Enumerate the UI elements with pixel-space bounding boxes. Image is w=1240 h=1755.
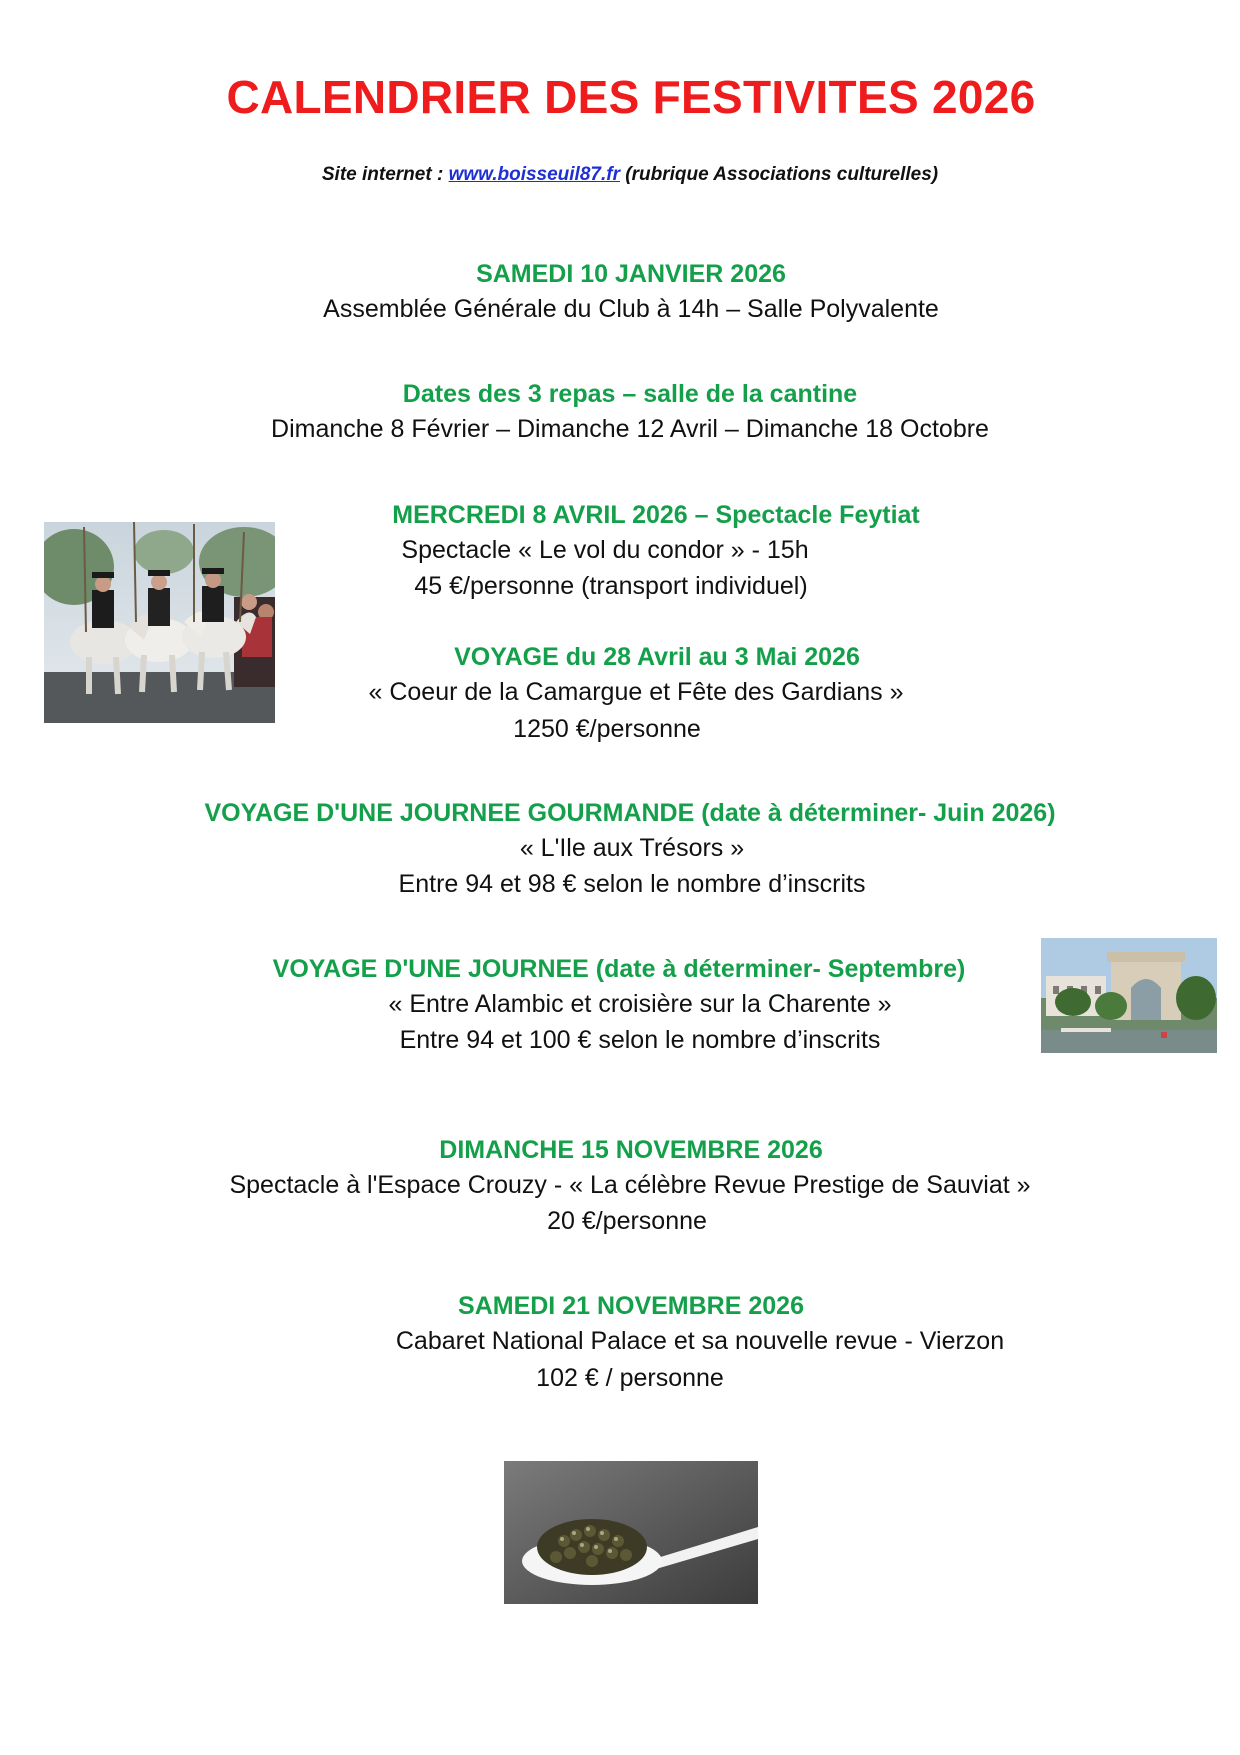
event-line-gourmande-2: Entre 94 et 98 € selon le nombre d’inscrits (398, 870, 866, 898)
event-line-charente-2: Entre 94 et 100 € selon le nombre d’inscrits (399, 1026, 881, 1054)
event-heading-repas: Dates des 3 repas – salle de la cantine (402, 380, 858, 408)
event-heading-assemblee: SAMEDI 10 JANVIER 2026 (476, 260, 786, 288)
event-heading-crouzy: DIMANCHE 15 NOVEMBRE 2026 (439, 1136, 823, 1164)
page-title: CALENDRIER DES FESTIVITES 2026 (226, 71, 1036, 123)
event-heading-gourmande: VOYAGE D'UNE JOURNEE GOURMANDE (date à déterminer- Juin 2026) (204, 799, 1056, 827)
event-line-camargue-1: « Coeur de la Camargue et Fête des Gardians » (368, 678, 904, 706)
event-line-camargue-2: 1250 €/personne (513, 715, 701, 743)
event-heading-vierzon: SAMEDI 21 NOVEMBRE 2026 (458, 1292, 804, 1320)
site-link[interactable]: www.boisseuil87.fr (448, 164, 620, 185)
event-line-vierzon-2: 102 € / personne (536, 1364, 724, 1392)
arch-river-photo (1041, 938, 1217, 1053)
event-line-feytiat-2: 45 €/personne (transport individuel) (414, 572, 808, 600)
site-suffix: (rubrique Associations culturelles) (619, 164, 939, 185)
site-prefix: Site internet : (321, 164, 449, 185)
event-line-feytiat-1: Spectacle « Le vol du condor » - 15h (401, 536, 809, 564)
caviar-spoon-photo (504, 1461, 758, 1604)
event-line-charente-1: « Entre Alambic et croisière sur la Charente » (388, 990, 892, 1018)
site-info-line (322, 164, 938, 186)
event-heading-camargue: VOYAGE du 28 Avril au 3 Mai 2026 (454, 643, 860, 671)
event-heading-charente: VOYAGE D'UNE JOURNEE (date à déterminer- Septembre) (272, 955, 966, 983)
event-line-gourmande-1: « L'Ile aux Trésors » (519, 834, 745, 862)
event-line-assemblee: Assemblée Générale du Club à 14h – Salle Polyvalente (323, 295, 939, 323)
event-line-crouzy-2: 20 €/personne (547, 1207, 707, 1235)
horse-riders-photo (44, 522, 275, 723)
event-heading-feytiat: MERCREDI 8 AVRIL 2026 – Spectacle Feytiat (392, 501, 920, 529)
event-line-repas: Dimanche 8 Février – Dimanche 12 Avril – Dimanche 18 Octobre (271, 415, 989, 443)
event-line-vierzon-1: Cabaret National Palace et sa nouvelle revue - Vierzon (395, 1327, 1005, 1355)
event-line-crouzy-1: Spectacle à l'Espace Crouzy - « La célèbre Revue Prestige de Sauviat » (229, 1171, 1031, 1199)
